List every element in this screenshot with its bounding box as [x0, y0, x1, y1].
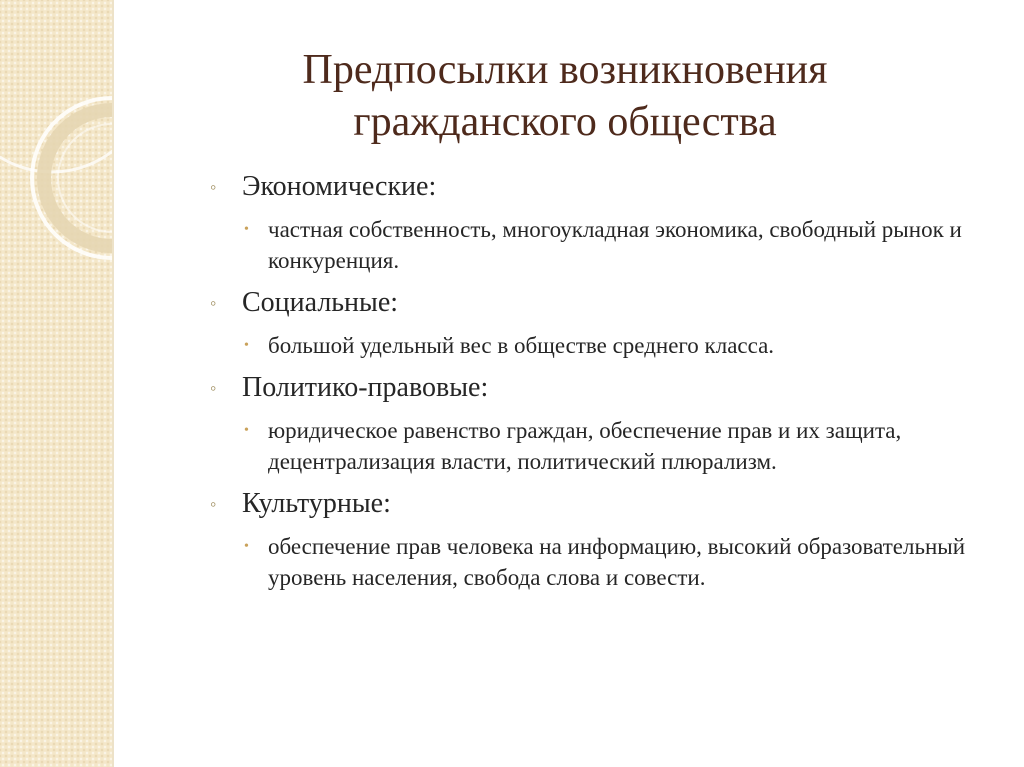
section-heading-text: Культурные: [242, 488, 391, 519]
decorative-rings-graphic [0, 0, 112, 767]
slide-title-line-1: Предпосылки возникновения [302, 47, 828, 93]
section-heading-text: Политико-правовые: [242, 372, 489, 403]
level2-bullet-icon: • [244, 539, 249, 554]
section-heading-economic [210, 170, 1000, 204]
level1-bullet-icon: ◦ [210, 177, 217, 197]
content-list [210, 170, 1000, 603]
section-heading-text: Экономические: [242, 171, 437, 202]
level2-bullet-icon: • [244, 222, 249, 237]
level2-bullet-icon: • [244, 338, 249, 353]
section-bullet-economic [210, 214, 1000, 276]
level2-bullet-icon: • [244, 423, 249, 438]
slide-title-line-2: гражданского общества [353, 99, 777, 145]
level1-bullet-icon: ◦ [210, 293, 217, 313]
section-bullet-cultural [210, 531, 1000, 593]
section-bullet-social [210, 330, 1000, 361]
section-bullet-text: обеспечение прав человека на информацию, высокий образовательный уровень населения, свобода слова и совести. [268, 534, 966, 590]
section-heading-political-legal [210, 371, 1000, 405]
slide-title [150, 44, 980, 148]
side-panel-divider [112, 0, 114, 767]
section-bullet-political-legal [210, 415, 1000, 477]
level1-bullet-icon: ◦ [210, 378, 217, 398]
section-bullet-text: юридическое равенство граждан, обеспечение прав и их защита, децентрализация власти, политический плюрализм. [268, 418, 902, 474]
section-heading-text: Социальные: [242, 287, 399, 318]
section-heading-social [210, 286, 1000, 320]
level1-bullet-icon: ◦ [210, 494, 217, 514]
section-heading-cultural [210, 487, 1000, 521]
decorative-side-panel [0, 0, 112, 767]
section-bullet-text: частная собственность, многоукладная экономика, свободный рынок и конкуренция. [268, 217, 962, 273]
section-bullet-text: большой удельный вес в обществе среднего класса. [268, 333, 775, 358]
